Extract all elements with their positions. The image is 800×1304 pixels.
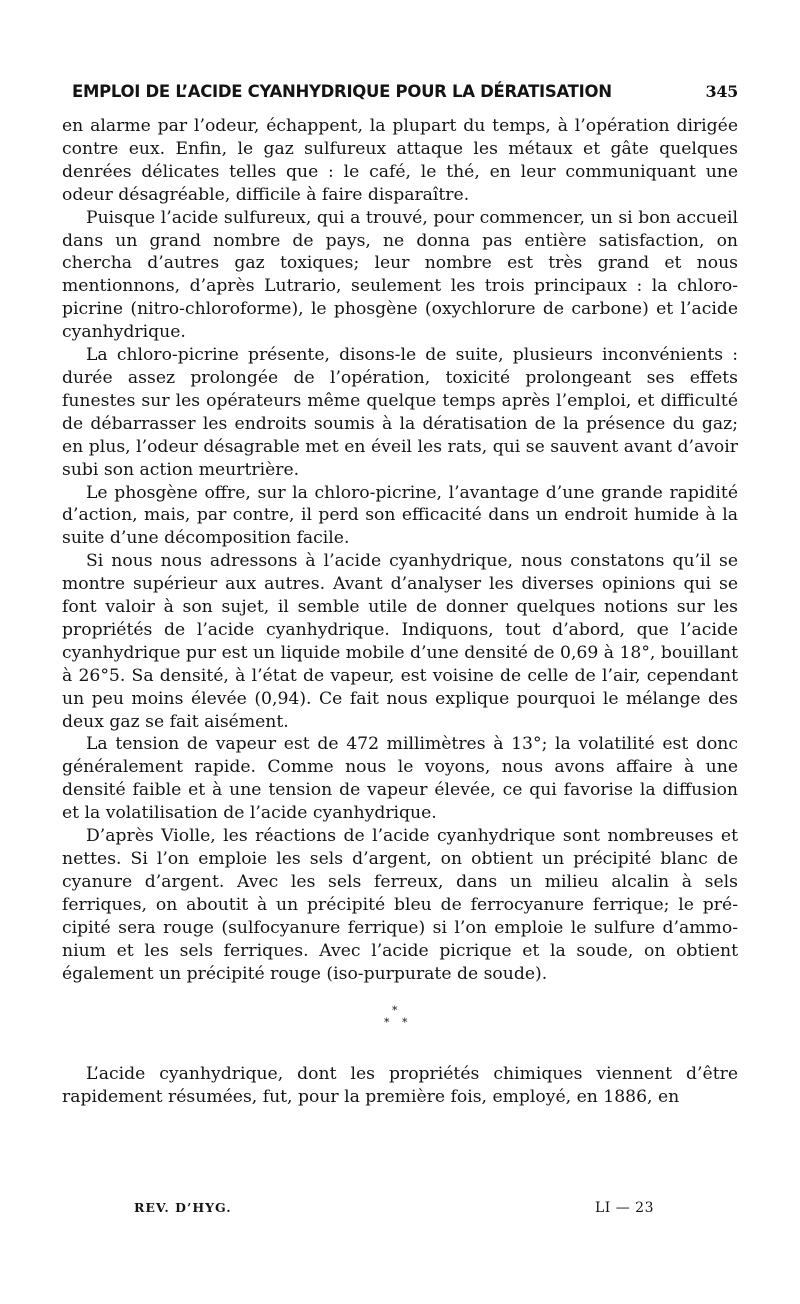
journal-abbreviation: REV. D’HYG. [134,1200,232,1215]
paragraph: Le phosgène offre, sur la chloro-picrine, l’avantage d’une grande rapidité d’action, mais, par contre, il perd son efficacité dans un endroit humide à la suite d’une décomposition facile. [62,482,738,549]
page [62,70,738,1109]
paragraph: L’acide cyanhydrique, dont les propriétés chimiques viennent d’être rapidement résumées, fut, pour la première fois, employé, en 1886, en [62,1064,738,1108]
asterism-star: * [402,1016,408,1030]
paragraph: D’après Violle, les réactions de l’acide cyanhydrique sont nombreuses et nettes. Si l’on emploie les sels d’argent, on obtient un précipité blanc de cyanure d’argent. Avec les sels ferreux, dans un milieu alcalin à sels ferriques, on aboutit à un précipité bleu de ferrocyanure ferrique; le précipité sera rouge (sulfocyanure ferrique) si l’on emploie le sulfure d’ammonium et les sels ferriques. Avec l’acide picrique et la soude, on obtient également un précipité rouge (iso-purpurate de soude). [62,826,738,984]
page-footer [134,1200,654,1216]
running-head [72,82,738,101]
asterism-star: * [392,1004,398,1018]
asterism-separator [62,993,738,1063]
running-title: EMPLOI DE L’ACIDE CYANHYDRIQUE POUR LA DÉRATISATION [72,82,612,101]
signature-mark: LI — 23 [594,1200,654,1216]
paragraph: Si nous nous adressons à l’acide cyanhydrique, nous constatons qu’il se montre supérieur aux autres. Avant d’analyser les diverses opinions qui se font valoir à son sujet, il semble utile de donner quelques notions sur les propriétés de l’acide cyanhydrique. Indiquons, tout d’abord, que l’acide cyanhydrique pur est un liquide mobile d’une densité de 0,69 à 18°, bouillant à 26°5. Sa densité, à l’état de vapeur, est voisine de celle de l’air, cependant un peu moins élevée (0,94). Ce fait nous explique pourquoi le mélange des deux gaz se fait aisément. [62,551,738,732]
page-number: 345 [705,82,738,101]
paragraph: La chloro-picrine présente, disons-le de suite, plusieurs inconvénients : durée assez prolongée de l’opération, toxicité prolongeant ses effets funestes sur les opérateurs même quelque temps après l’emploi, et difficulté de débarrasser les endroits soumis à la dératisation de la présence du gaz; en plus, l’odeur désagrable met en éveil les rats, qui se sauvent avant d’avoir subi son action meurtrière. [62,345,738,480]
paragraph: en alarme par l’odeur, échappent, la plupart du temps, à l’opération dirigée contre eux. Enfin, le gaz sulfureux attaque les métaux et gâte quelques denrées délicates telles que : le café, le thé, en leur communiquant une odeur désagréable, difficile à faire disparaître. [62,116,738,205]
paragraph: La tension de vapeur est de 472 millimètres à 13°; la volatilité est donc généralement rapide. Comme nous le voyons, nous avons affaire à une densité faible et à une tension de vapeur élevée, ce qui favorise la diffusion et la volatilisation de l’acide cyanhydrique. [62,734,738,824]
paragraph: Puisque l’acide sulfureux, qui a trouvé, pour commencer, un si bon accueil dans un grand nombre de pays, ne donna pas entière satisfaction, on chercha d’autres gaz toxiques; leur nombre est très grand et nous mentionnons, d’après Lutrario, seulement les trois principaux : la chloropicrine (nitro-chloroforme), le phosgène (oxychlorure de carbone) et l’acide cyanhydrique. [62,207,738,343]
asterism-star: * [384,1016,390,1030]
